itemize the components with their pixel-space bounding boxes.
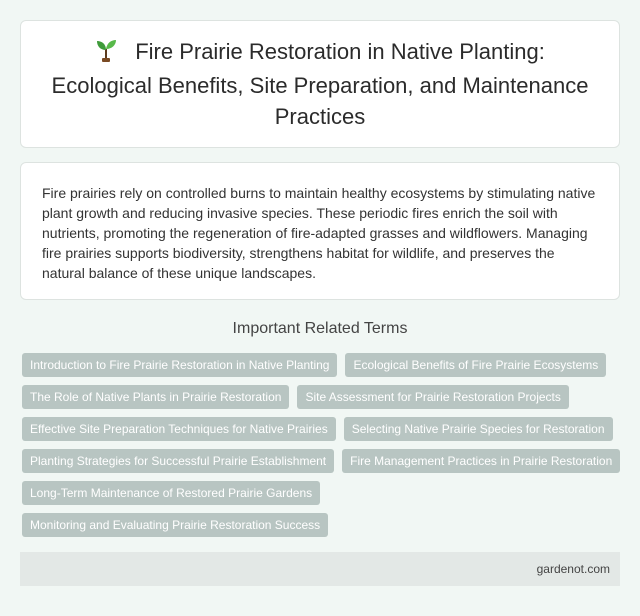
related-term-tag[interactable]: The Role of Native Plants in Prairie Restoration <box>22 385 289 409</box>
related-term-tag[interactable]: Selecting Native Prairie Species for Restoration <box>344 417 613 441</box>
related-term-tag[interactable]: Planting Strategies for Successful Prairie Establishment <box>22 449 334 473</box>
related-term-tag[interactable]: Monitoring and Evaluating Prairie Restoration Success <box>22 513 328 537</box>
intro-card <box>20 162 620 300</box>
related-term-tag[interactable]: Fire Management Practices in Prairie Restoration <box>342 449 620 473</box>
related-terms-list <box>22 353 622 537</box>
sprout-icon <box>95 38 117 70</box>
related-terms-heading: Important Related Terms <box>232 320 408 337</box>
footer <box>20 552 620 586</box>
title-card <box>20 20 620 148</box>
footer-site-name[interactable]: gardenot.com <box>536 562 610 576</box>
related-term-tag[interactable]: Introduction to Fire Prairie Restoration in Native Planting <box>22 353 337 377</box>
related-term-tag[interactable]: Long-Term Maintenance of Restored Prairie Gardens <box>22 481 320 505</box>
related-term-tag[interactable]: Site Assessment for Prairie Restoration Projects <box>297 385 568 409</box>
related-term-tag[interactable]: Effective Site Preparation Techniques for Native Prairies <box>22 417 336 441</box>
page-title <box>51 36 589 132</box>
page-title-text: Fire Prairie Restoration in Native Planting: Ecological Benefits, Site Preparation, and Maintenance Practices <box>51 39 589 129</box>
intro-paragraph: Fire prairies rely on controlled burns to maintain healthy ecosystems by stimulating native plant growth and reducing invasive species. These periodic fires enrich the soil with nutrients, promoting the regeneration of fire-adapted grasses and wildflowers. Managing fire prairies supports biodiversity, strengthens habitat for wildlife, and preserves the natural balance of these unique landscapes. <box>42 185 596 281</box>
related-term-tag[interactable]: Ecological Benefits of Fire Prairie Ecosystems <box>345 353 606 377</box>
